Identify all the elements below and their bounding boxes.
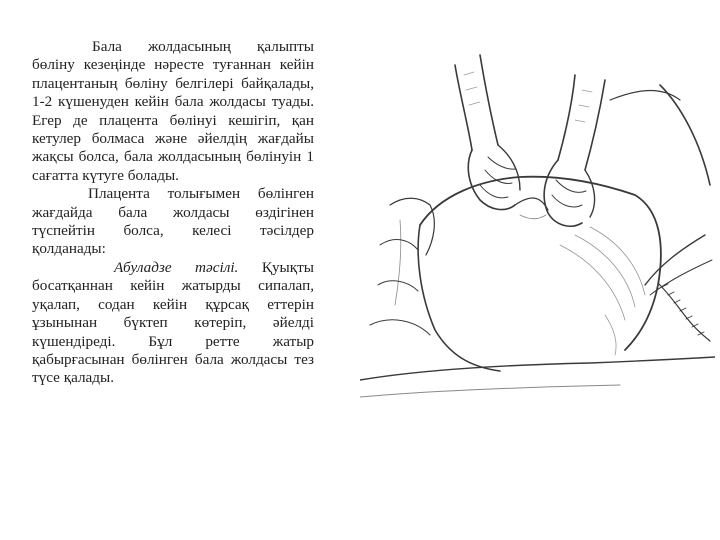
abuladze-maneuver-drawing-icon bbox=[360, 45, 715, 410]
paragraph-methods-intro: Плацента толығымен бөлінген жағдайда бала жолдасы өздігінен түспейтін болса, келесі тәсілдер қолданады: bbox=[32, 185, 314, 258]
paragraph-abuladze-method bbox=[32, 259, 314, 388]
abuladze-maneuver-illustration bbox=[360, 45, 715, 410]
paragraph-placenta-separation: Бала жолдасының қалыпты бөліну кезеңінде нәресте туғаннан кейін плацентаның бөліну белгілері байқалады, 1-2 күшенуден кейін бала жолдасы туады. Егер де плацента бөлінуі кешігіп, қан кетулер болмаса және әйелдің жағдайы жақсы болса, бала жолдасының бөлінуін 1 сағатта күтуге болады. bbox=[32, 38, 314, 184]
method-name: Абуладзе тәсілі. bbox=[114, 258, 239, 276]
text-column bbox=[32, 38, 314, 388]
method-description: Қуықты босатқаннан кейін жатырды сипалап, уқалап, содан кейін құрсақ еттерін ұзынынан бүктеп көтеріп, әйелді күшендіреді. Бұл ретте жатыр қабырғасынан бөлінген бала жолдасы тез түсе қалады. bbox=[32, 258, 314, 387]
